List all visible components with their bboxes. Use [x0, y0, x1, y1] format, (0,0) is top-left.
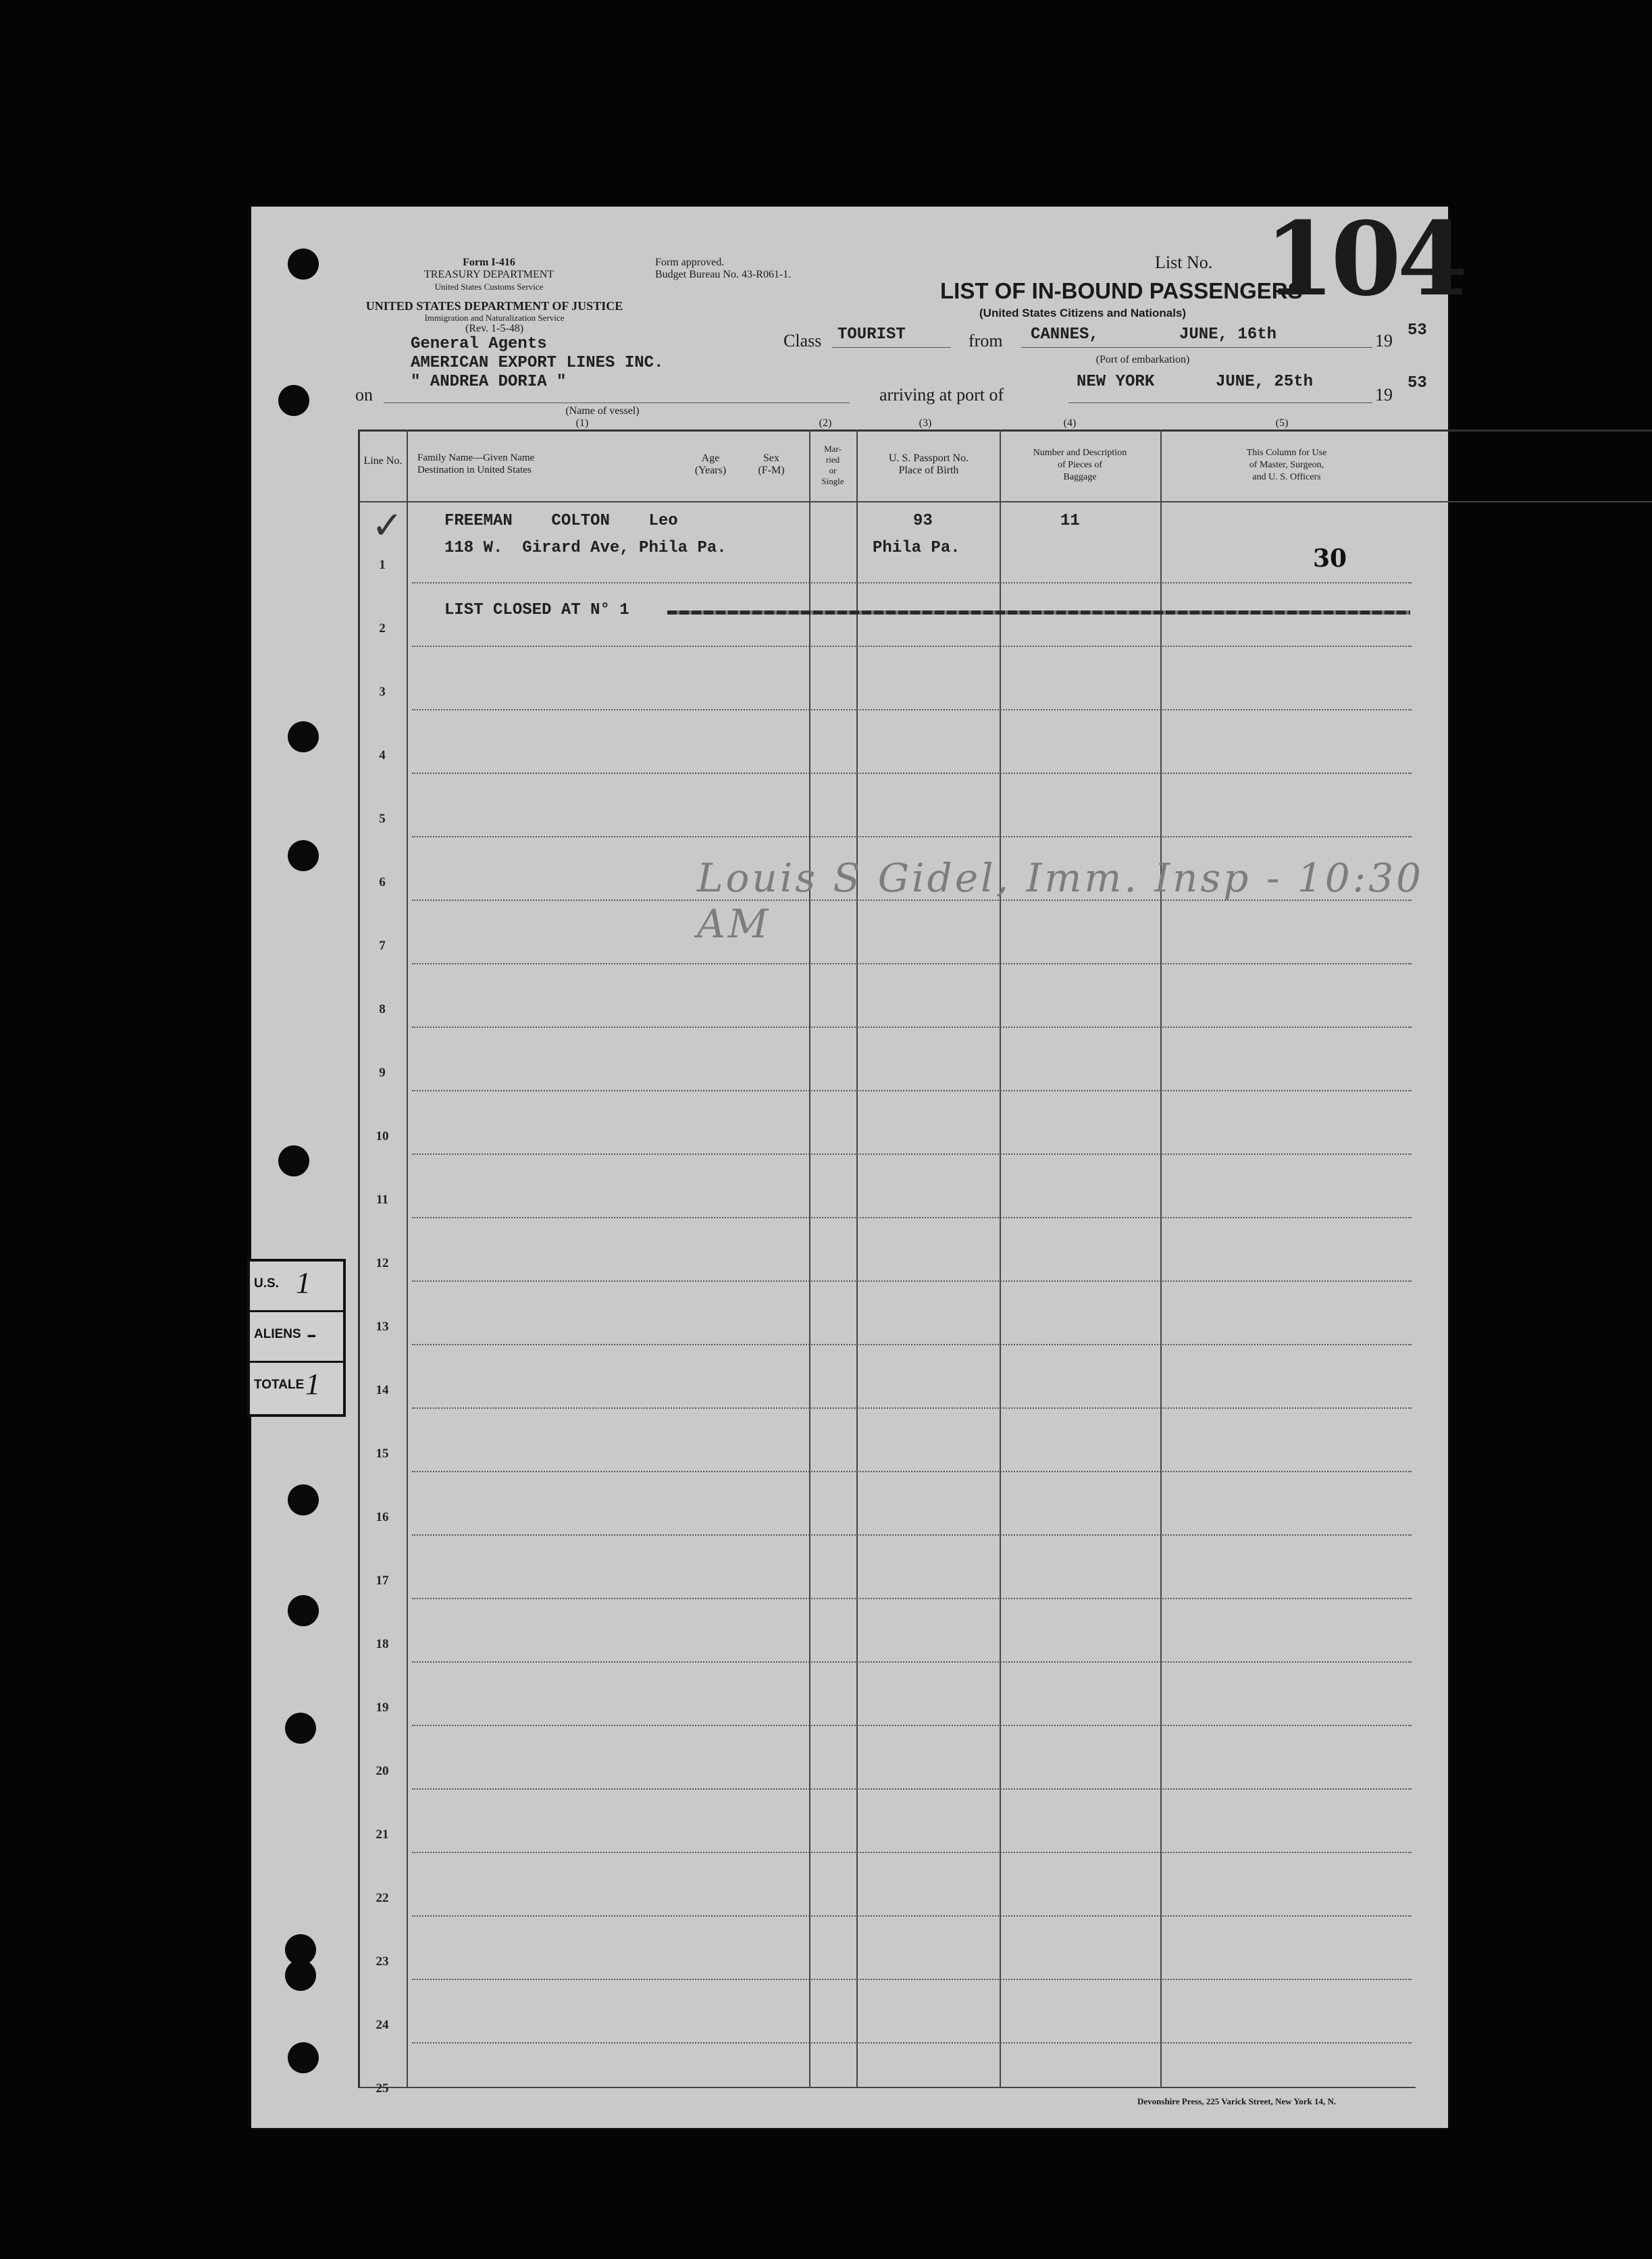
from-year: 53	[1408, 321, 1427, 340]
officers-header-3: and U. S. Officers	[1252, 472, 1321, 482]
closing-rule	[667, 611, 1410, 615]
ruled-line	[412, 963, 1412, 964]
officer-count: 30	[1313, 544, 1347, 573]
arriving-label: arriving at port of	[879, 385, 1004, 405]
ruled-line	[412, 1661, 1412, 1663]
doj-heading: UNITED STATES DEPARTMENT OF JUSTICE	[365, 299, 623, 313]
from-underline	[1021, 347, 1372, 348]
married-divider	[856, 430, 858, 2088]
line-no-header: Line No.	[363, 455, 403, 467]
list-title: LIST OF IN-BOUND PASSENGERS	[940, 278, 1303, 303]
class-value: TOURIST	[837, 326, 906, 344]
arrival-year: 53	[1408, 374, 1427, 392]
inspector-signature: Louis S Gidel, Imm. Insp - 10:30 AM	[697, 855, 1424, 947]
on-label: on	[355, 385, 373, 405]
punch-hole	[288, 2042, 319, 2073]
list-no-label: List No.	[1155, 253, 1213, 272]
col-number-3: (3)	[919, 417, 932, 429]
line-number: 18	[376, 1637, 389, 1651]
from-date: JUNE, 16th	[1179, 326, 1277, 344]
ruled-line	[412, 646, 1412, 647]
ruled-line	[412, 1153, 1412, 1155]
budget-bureau: Budget Bureau No. 43-R061-1.	[655, 269, 792, 280]
passport-divider	[1000, 430, 1001, 2088]
agent-company: AMERICAN EXPORT LINES INC.	[411, 354, 664, 372]
punch-hole	[285, 1960, 316, 1991]
table-left-border	[358, 430, 360, 2088]
manifest-page	[251, 200, 1464, 2128]
col-number-1: (1)	[575, 417, 589, 429]
ruled-line	[412, 1534, 1412, 1536]
arrival-date: JUNE, 25th	[1216, 373, 1314, 391]
ruled-line	[412, 1090, 1412, 1091]
ruled-line	[412, 2042, 1412, 2044]
form-number: Form I-416	[463, 257, 515, 268]
customs-service: United States Customs Service	[434, 282, 544, 292]
port-caption: (Port of embarkation)	[1095, 354, 1190, 365]
officers-header-1: This Column for Use	[1246, 448, 1327, 458]
year-prefix: 19	[1375, 331, 1393, 350]
ruled-line	[412, 900, 1412, 901]
line-number: 24	[376, 2018, 389, 2032]
sex-units: (F-M)	[758, 465, 785, 476]
printer-footer: Devonshire Press, 225 Varick Street, New York 14, N.	[1137, 2096, 1337, 2106]
table-top-border	[358, 430, 1652, 432]
baggage-header-2: of Pieces of	[1057, 460, 1103, 470]
line-number: 6	[379, 875, 386, 889]
sex-header: Sex	[763, 452, 779, 464]
ruled-line	[412, 836, 1412, 837]
stamp-us-cell	[250, 1262, 343, 1312]
stamp-aliens-label: ALIENS	[254, 1327, 301, 1341]
passport-header: U. S. Passport No.	[888, 452, 969, 464]
header-bottom-border	[358, 501, 1652, 502]
line-number: 7	[379, 939, 386, 953]
stamp-us-label: U.S.	[254, 1276, 279, 1291]
line-number: 17	[376, 1574, 389, 1588]
line-number: 16	[376, 1510, 389, 1524]
from-port: CANNES,	[1031, 326, 1099, 344]
ruled-line	[412, 582, 1412, 583]
line-number: 13	[376, 1320, 389, 1334]
baggage-header-1: Number and Description	[1033, 448, 1127, 458]
age-header: Age	[701, 452, 720, 464]
table-bottom-border	[358, 2087, 1416, 2088]
punch-hole	[278, 1145, 309, 1176]
col-number-4: (4)	[1063, 417, 1077, 429]
ruled-line	[412, 1725, 1412, 1726]
ruled-line	[412, 1471, 1412, 1472]
arrival-year-prefix: 19	[1375, 385, 1393, 405]
ruled-line	[412, 1852, 1412, 1853]
punch-hole	[288, 721, 319, 752]
arrival-port: NEW YORK	[1077, 373, 1155, 391]
line-number: 23	[376, 1954, 389, 1969]
ruled-line	[412, 1027, 1412, 1028]
line-number: 25	[376, 2081, 389, 2096]
stamp-aliens-cell	[250, 1312, 343, 1363]
baggage-count: 11	[1060, 512, 1080, 530]
line-number: 22	[376, 1891, 389, 1905]
line-number: 9	[379, 1066, 386, 1080]
baggage-divider	[1160, 430, 1162, 2088]
passenger-address: 118 W. Girard Ave, Phila Pa.	[444, 539, 727, 557]
married-header-2: ried	[825, 455, 840, 465]
passport-number: 93	[913, 512, 933, 530]
birthplace: Phila Pa.	[873, 539, 960, 557]
class-label: Class	[783, 331, 822, 350]
list-closed-note: LIST CLOSED AT N° 1	[444, 601, 629, 619]
ruled-line	[412, 1915, 1412, 1917]
ruled-line	[412, 1344, 1412, 1345]
married-header-3: or	[829, 465, 837, 475]
married-header-1: Mar-	[824, 444, 842, 454]
married-header-4: Single	[821, 476, 844, 486]
class-underline	[832, 347, 951, 348]
col-number-5: (5)	[1275, 417, 1289, 429]
officers-header-2: of Master, Surgeon,	[1249, 460, 1324, 470]
list-subtitle: (United States Citizens and Nationals)	[979, 307, 1187, 319]
ruled-line	[412, 709, 1412, 710]
line-number: 15	[376, 1447, 389, 1461]
line-number: 12	[376, 1256, 389, 1270]
birthplace-header: Place of Birth	[898, 465, 959, 476]
age-units: (Years)	[694, 465, 727, 476]
vessel-name: " ANDREA DORIA "	[411, 373, 567, 391]
general-agents: General Agents	[411, 335, 547, 353]
vessel-caption: (Name of vessel)	[565, 405, 640, 417]
punch-hole	[285, 1713, 316, 1744]
line-number: 20	[376, 1764, 389, 1778]
ruled-line	[412, 1407, 1412, 1409]
ruled-line	[412, 1598, 1412, 1599]
ins-heading: Immigration and Naturalization Service	[424, 313, 565, 323]
ruled-line	[412, 1280, 1412, 1282]
punch-hole	[278, 385, 309, 416]
treasury-dept: TREASURY DEPARTMENT	[423, 269, 554, 280]
line-number: 3	[379, 685, 386, 699]
col-number-2: (2)	[819, 417, 832, 429]
punch-hole	[288, 249, 319, 280]
line-number: 19	[376, 1700, 389, 1715]
stamp-total-label: TOTALE	[254, 1378, 305, 1392]
form-approved: Form approved.	[655, 257, 725, 268]
stamp-total-cell	[250, 1363, 343, 1411]
line-number: 4	[379, 748, 386, 762]
line-number: 10	[376, 1129, 389, 1143]
line-number: 14	[376, 1383, 389, 1397]
line-number: 11	[376, 1193, 388, 1207]
line-number: 2	[379, 621, 386, 635]
rev-date: (Rev. 1-5-48)	[465, 323, 524, 334]
punch-hole	[288, 1595, 319, 1626]
name-header: Family Name—Given Name	[417, 452, 535, 463]
ruled-line	[412, 1788, 1412, 1790]
punch-hole	[288, 840, 319, 871]
ruled-line	[412, 773, 1412, 774]
stamp-us-value: 1	[296, 1266, 311, 1299]
ruled-line	[412, 1979, 1412, 1980]
entry-checkmark: ✓	[371, 504, 403, 548]
ruled-line	[412, 1217, 1412, 1218]
tally-stamp	[247, 1259, 346, 1417]
line-no-divider	[407, 430, 408, 2088]
stamp-aliens-value: -	[307, 1317, 317, 1350]
from-label: from	[969, 331, 1003, 350]
stamp-total-value: 1	[305, 1368, 320, 1401]
line-number: 21	[376, 1827, 389, 1842]
destination-header: Destination in United States	[417, 465, 532, 475]
line-number: 8	[379, 1002, 386, 1016]
line-number: 5	[379, 812, 386, 826]
list-number-stamp: 104	[1264, 200, 1464, 319]
line-number: 1	[379, 558, 386, 572]
name-divider	[809, 430, 810, 2088]
punch-hole	[288, 1484, 319, 1515]
baggage-header-3: Baggage	[1063, 472, 1097, 482]
passenger-name: FREEMAN COLTON Leo	[444, 512, 678, 530]
